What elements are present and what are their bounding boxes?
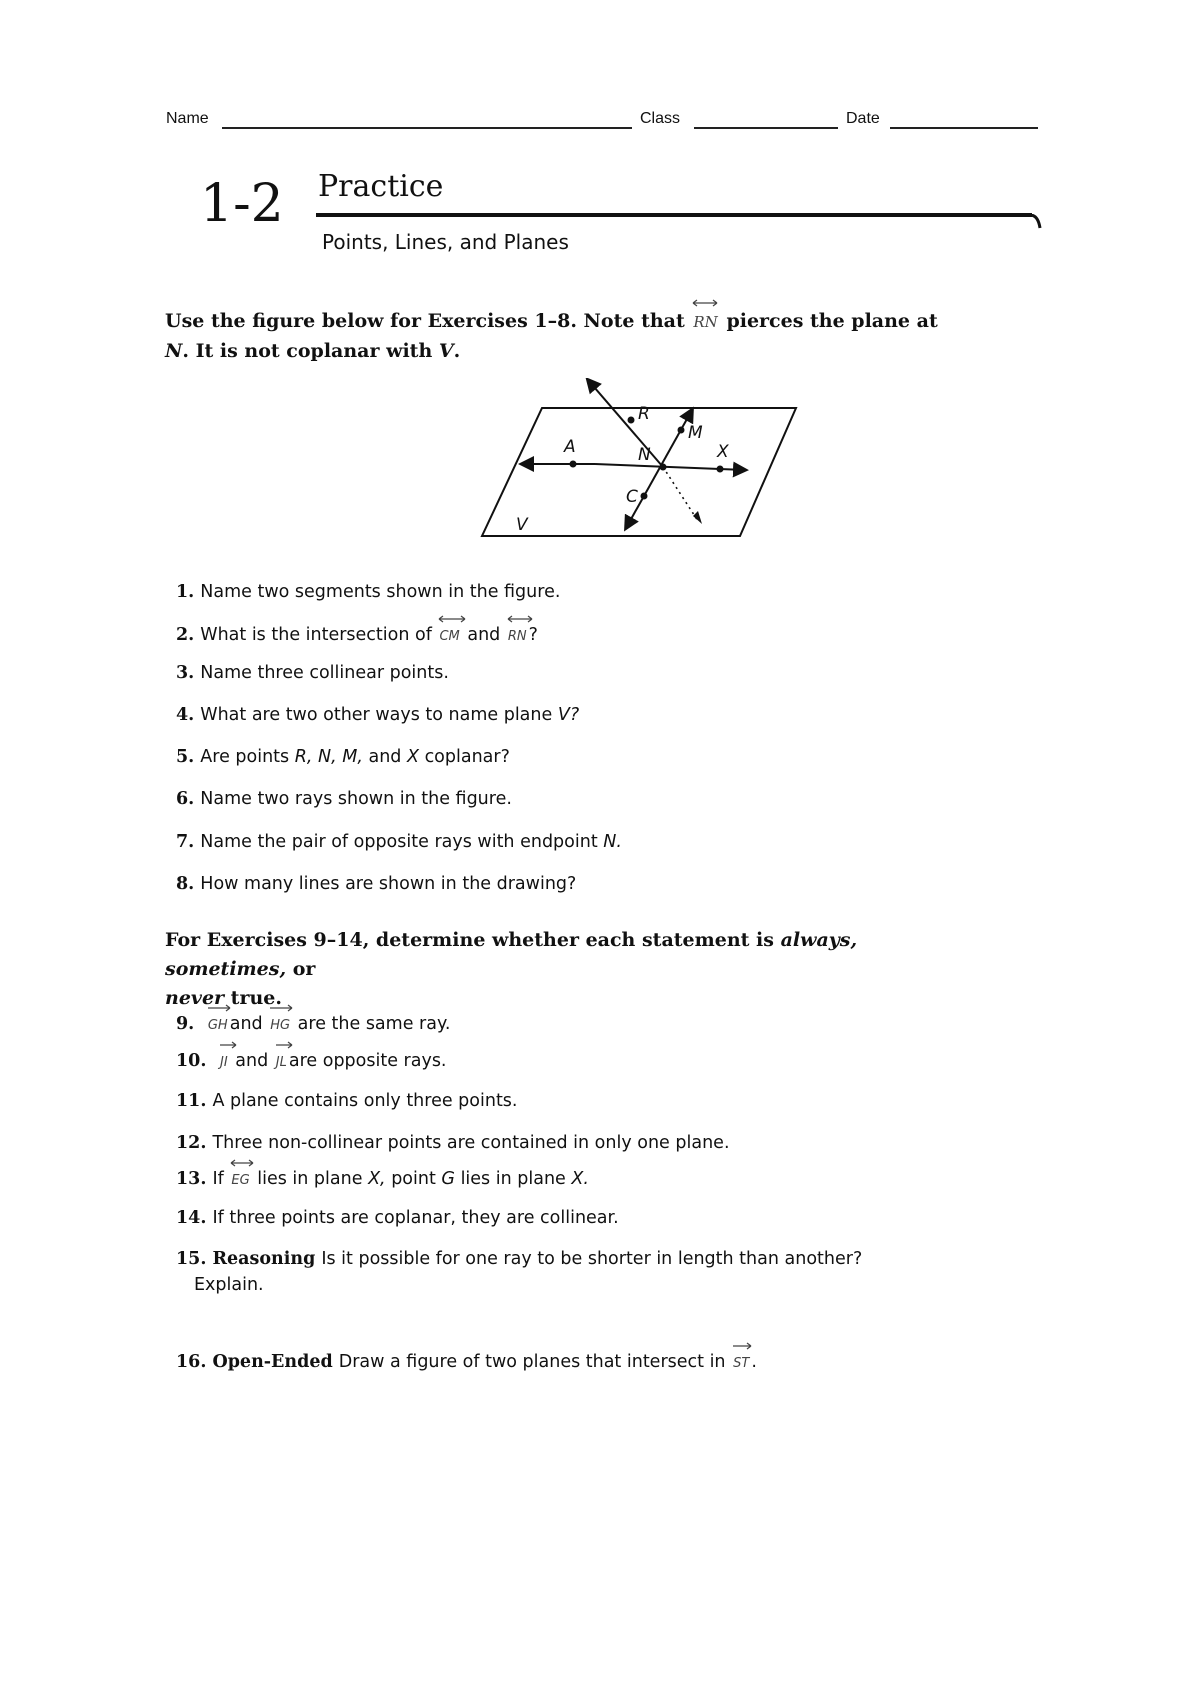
- date-field-line[interactable]: [890, 127, 1038, 129]
- exercise-7: 7. Name the pair of opposite rays with endpoint N.: [176, 832, 622, 852]
- ray-jl-notation: JL: [276, 1044, 287, 1076]
- line-eg-notation: EG: [231, 1162, 249, 1194]
- title-rule: [316, 213, 1032, 217]
- label-m: M: [688, 423, 703, 443]
- name-field-line[interactable]: [222, 127, 632, 129]
- ray-gh-notation: GH: [208, 1007, 228, 1039]
- exercise-15: 15. Reasoning Is it possible for one ray to be shorter in length than another? Explain.: [176, 1249, 863, 1295]
- lesson-number: 1-2: [200, 174, 284, 234]
- plane-figure: [470, 378, 800, 548]
- title-rule-hook: [1030, 214, 1042, 230]
- practice-heading: Practice: [318, 169, 444, 204]
- date-label: Date: [846, 110, 880, 127]
- exercise-3: 3. Name three collinear points.: [176, 663, 449, 683]
- exercise-8: 8. How many lines are shown in the drawing?: [176, 874, 577, 894]
- line-rn-hidden: [663, 467, 698, 521]
- point-x: [717, 466, 724, 473]
- instructions-exercises-9-14: For Exercises 9–14, determine whether each statement is always, sometimes, or never true.: [165, 929, 858, 1009]
- exercise-14: 14. If three points are coplanar, they are collinear.: [176, 1208, 619, 1228]
- exercise-9: 9. GH and HG are the same ray.: [176, 1007, 996, 1039]
- exercise-13: 13. If EG lies in plane X, point G lies in plane X.: [176, 1162, 996, 1194]
- line-rn-end-arrow: [693, 511, 702, 524]
- exercise-10: 10. JI and JL are opposite rays.: [176, 1044, 996, 1076]
- exercise-12: 12. Three non-collinear points are contained in only one plane.: [176, 1133, 730, 1153]
- point-m: [678, 427, 685, 434]
- practice-subheading: Points, Lines, and Planes: [322, 230, 569, 254]
- exercise-1: 1. Name two segments shown in the figure.: [176, 582, 561, 602]
- exercise-4: 4. What are two other ways to name plane V?: [176, 705, 580, 725]
- exercise-5: 5. Are points R, N, M, and X coplanar?: [176, 747, 510, 767]
- class-field-line[interactable]: [694, 127, 838, 129]
- ray-hg-notation: HG: [270, 1007, 290, 1039]
- label-c: C: [626, 487, 638, 507]
- instructions-exercises-1-8: Use the figure below for Exercises 1–8. Note that RN pierces the plane at N. It is not coplanar with V.: [165, 302, 955, 366]
- label-r: R: [638, 404, 650, 424]
- point-r: [628, 417, 635, 424]
- label-v: V: [516, 515, 528, 535]
- point-n: [660, 464, 667, 471]
- line-cm-notation: CM: [439, 618, 459, 650]
- class-label: Class: [640, 110, 681, 127]
- line-rn-notation: RN: [693, 302, 717, 337]
- exercise-6: 6. Name two rays shown in the figure.: [176, 789, 512, 809]
- student-info-header: [166, 108, 1038, 132]
- ray-ji-notation: JI: [220, 1044, 228, 1076]
- point-c: [641, 493, 648, 500]
- label-x: X: [717, 442, 729, 462]
- line-rn-notation-2: RN: [508, 618, 527, 650]
- exercise-2: 2. What is the intersection of CM and RN ?: [176, 618, 996, 650]
- line-rn: [588, 380, 663, 467]
- label-a: A: [564, 437, 576, 457]
- ray-st-notation: ST: [733, 1345, 749, 1377]
- exercise-11: 11. A plane contains only three points.: [176, 1091, 518, 1111]
- name-label: Name: [166, 110, 209, 127]
- point-a: [570, 461, 577, 468]
- label-n: N: [638, 445, 651, 465]
- exercise-16: 16. Open-Ended Draw a figure of two planes that intersect in ST .: [176, 1345, 996, 1377]
- plane-v-parallelogram: [482, 408, 796, 536]
